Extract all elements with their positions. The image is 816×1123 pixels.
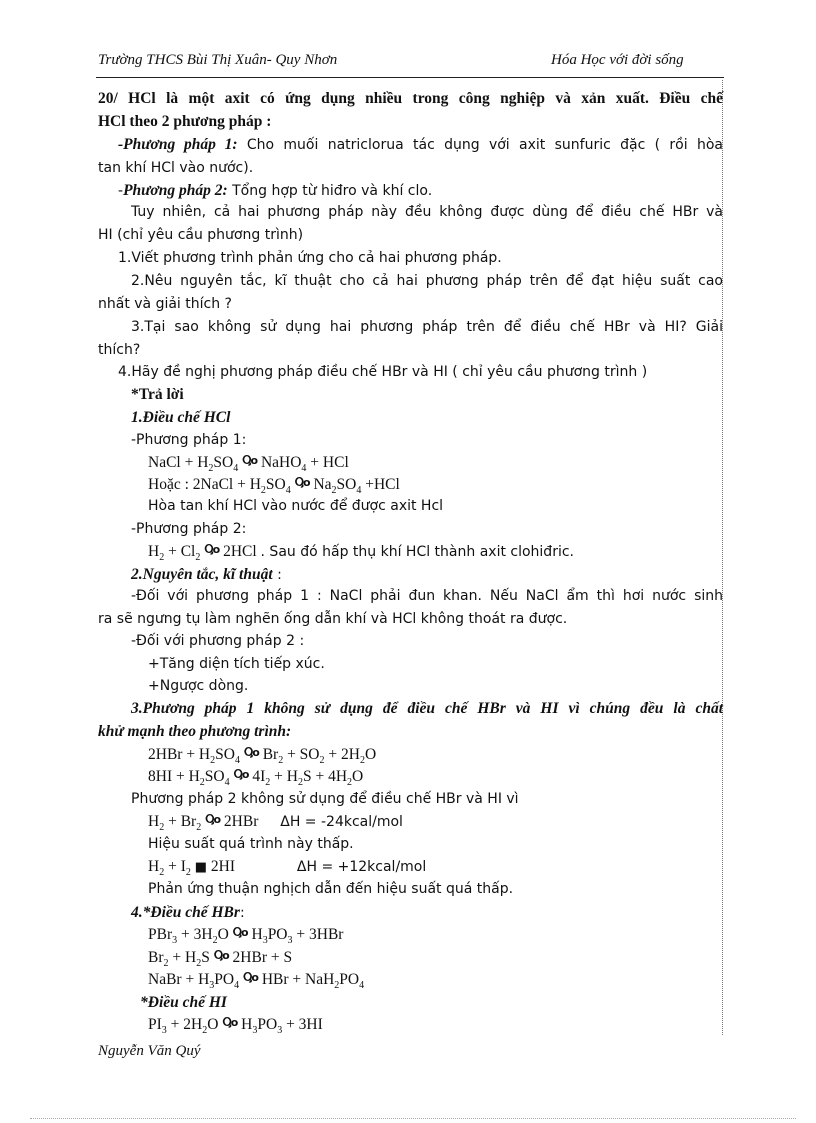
equation-br2-h2s: $Br_2 + H_2S$ Ⴓo 2HBr + S bbox=[148, 949, 293, 970]
method2-line: -Phương pháp 2: Tổng hợp từ hiđro và khí clo. bbox=[118, 182, 433, 199]
equation-nacl-h2so4: NaCl + $H_2SO_4$ Ⴓo NaHO$_4$ + HCl bbox=[148, 454, 349, 475]
right-margin-rule bbox=[722, 80, 723, 1035]
section1-title: 1.Điều chế HCl bbox=[131, 409, 231, 426]
section4-hi-title: *Điều chế HI bbox=[140, 994, 227, 1011]
section1-method2: -Phương pháp 2: bbox=[131, 521, 247, 537]
however-line1: Tuy nhiên, cả hai phương pháp này đều không được dùng để điều chế HBr và bbox=[131, 204, 723, 220]
method1-text: Cho muối natriclorua tác dụng với axit sunfuric đặc ( rồi hòa bbox=[237, 137, 723, 153]
arrow-icon: Ⴓo bbox=[294, 476, 310, 489]
method1-line bbox=[118, 136, 723, 154]
arrow-icon: Ⴓo bbox=[232, 926, 248, 939]
enthalpy-hbr: ΔH = -24kcal/mol bbox=[280, 814, 403, 830]
equation-h2-cl2: $H_2 + Cl_2$ Ⴓo 2HCl . Sau đó hấp thụ khí HCl thành axit clohiđric. bbox=[148, 543, 574, 564]
question-2-line2: nhất và giải thích ? bbox=[98, 296, 232, 312]
however-line2: HI (chỉ yêu cầu phương trình) bbox=[98, 227, 304, 243]
section2-point1: +Tăng diện tích tiếp xúc. bbox=[148, 656, 325, 672]
equation-2nacl-h2so4: Hoặc : 2NaCl + $H_2SO_4$ Ⴓo $Na_2SO_4 +HCl$ bbox=[148, 476, 400, 497]
method2-label: Phương pháp 2: bbox=[123, 182, 228, 199]
answer-heading: *Trả lời bbox=[131, 386, 184, 403]
section3-method2: Phương pháp 2 không sử dụng để điều chế HBr và HI vì bbox=[131, 791, 519, 807]
question-title-line1: 20/ HCl là một axit có ứng dụng nhiều trong công nghiệp và xản xuất. Điều chế bbox=[98, 90, 723, 107]
question-4: 4.Hãy đề nghị phương pháp điều chế HBr và HI ( chỉ yêu cầu phương trình ) bbox=[118, 364, 648, 380]
equation-hi-h2so4: $8HI + H_2SO_4$ Ⴓo $4I_2 + H_2S + 4H_2O$ bbox=[148, 768, 364, 789]
header-subject: Hóa Học với đời sống bbox=[551, 52, 684, 68]
equation-h2-br2: $H_2 + Br_2$ Ⴓo 2HBr ΔH = -24kcal/mol bbox=[148, 813, 403, 834]
equation-pbr3: $PBr_3 + 3H_2O$ Ⴓo $H_3PO_3 + 3HBr$ bbox=[148, 926, 344, 947]
section4-hbr-title: 4.*Điều chế HBr bbox=[131, 904, 240, 921]
equation-h2-i2: $H_2 + I_2$ ■ 2HI ΔH = +12kcal/mol bbox=[148, 858, 427, 879]
header-divider bbox=[96, 77, 724, 78]
equation-hbr-h2so4: $2HBr + H_2SO_4$ Ⴓo $Br_2 + SO_2 + 2H_2O$ bbox=[148, 746, 377, 767]
section3-title-line2: khử mạnh theo phương trình: bbox=[98, 723, 292, 740]
section2-method1-line2: ra sẽ ngưng tụ làm nghẽn ống dẫn khí và HCl không thoát ra được. bbox=[98, 611, 568, 627]
arrow-icon: Ⴓo bbox=[243, 746, 259, 759]
question-2-line1: 2.Nêu nguyên tắc, kĩ thuật cho cả hai phương pháp trên để đạt hiệu suất cao bbox=[131, 273, 723, 289]
section1-method1: -Phương pháp 1: bbox=[131, 432, 247, 448]
arrow-icon: Ⴓo bbox=[233, 768, 249, 781]
section2-title-line: 2.Nguyên tắc, kĩ thuật : bbox=[131, 566, 282, 583]
question-1: 1.Viết phương trình phản ứng cho cả hai phương pháp. bbox=[118, 250, 502, 266]
question-3-line1: 3.Tại sao không sử dụng hai phương pháp trên để điều chế HBr và HI? Giải bbox=[131, 319, 723, 335]
arrow-icon: Ⴓo bbox=[205, 813, 221, 826]
page-bottom-border bbox=[30, 1118, 796, 1119]
section4-hbr-title-line: 4.*Điều chế HBr: bbox=[131, 904, 245, 921]
equation-pi3: $PI_3 + 2H_2O$ Ⴓo $H_3PO_3 + 3HI$ bbox=[148, 1016, 323, 1037]
method2-text: Tổng hợp từ hiđro và khí clo. bbox=[227, 183, 433, 199]
section2-method1-line1: -Đối với phương pháp 1 : NaCl phải đun khan. Nếu NaCl ẩm thì hơi nước sinh bbox=[131, 588, 723, 604]
arrow-icon: Ⴓo bbox=[204, 543, 220, 556]
method1-text-cont: tan khí HCl vào nước). bbox=[98, 160, 254, 176]
question-title-line2: HCl theo 2 phương pháp : bbox=[98, 113, 272, 130]
equation-nabr-h3po4: NaBr + $H_3PO_4$ Ⴓo HBr + $NaH_2PO_4$ bbox=[148, 971, 365, 992]
author-signature: Nguyễn Văn Quý bbox=[98, 1043, 201, 1059]
section2-point2: +Ngược dòng. bbox=[148, 678, 249, 694]
section2-title: 2.Nguyên tắc, kĩ thuật bbox=[131, 566, 273, 583]
section3-title-line1: 3.Phương pháp 1 không sử dụng để điều chế HBr và HI vì chúng đều là chất bbox=[131, 700, 723, 717]
section3-low-yield: Hiệu suất quá trình này thấp. bbox=[148, 836, 354, 852]
arrow-icon: Ⴓo bbox=[213, 949, 229, 962]
equilibrium-icon: ■ bbox=[194, 860, 208, 875]
section1-method2-note: . Sau đó hấp thụ khí HCl thành axit clohiđric. bbox=[260, 544, 574, 560]
arrow-icon: Ⴓo bbox=[222, 1016, 238, 1029]
section3-reversible: Phản ứng thuận nghịch dẫn đến hiệu suất quá thấp. bbox=[148, 881, 514, 897]
method1-label: -Phương pháp 1: bbox=[118, 136, 238, 153]
question-3-line2: thích? bbox=[98, 342, 141, 358]
header-school: Trường THCS Bùi Thị Xuân- Quy Nhơn bbox=[98, 52, 338, 68]
arrow-icon: Ⴓo bbox=[242, 971, 258, 984]
enthalpy-hi: ΔH = +12kcal/mol bbox=[296, 859, 427, 875]
section1-method1-note: Hòa tan khí HCl vào nước để được axit Hcl bbox=[148, 498, 444, 514]
arrow-icon: Ⴓo bbox=[242, 454, 258, 467]
section2-method2: -Đối với phương pháp 2 : bbox=[131, 633, 305, 649]
